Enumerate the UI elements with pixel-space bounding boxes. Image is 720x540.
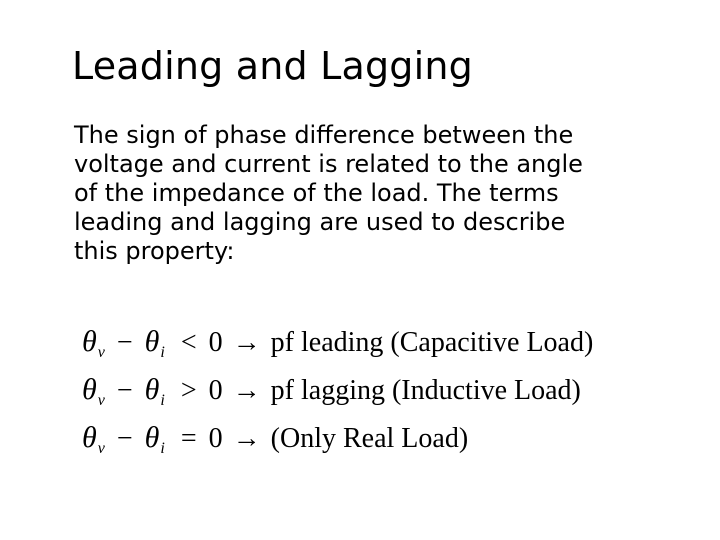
body-line: voltage and current is related to the angle [74,150,583,178]
equation-list [82,325,593,469]
body-line: The sign of phase difference between the [74,121,574,149]
subscript-v: v [97,344,105,361]
zero-value: 0 [208,375,223,406]
subscript-i: i [160,344,165,361]
theta-symbol: θ [144,421,160,454]
equation-description: pf lagging (Inductive Load) [270,375,581,406]
minus-operator: − [116,327,133,358]
theta-symbol: θ [82,421,97,454]
body-paragraph [74,121,674,266]
theta-symbol: θ [144,325,160,358]
equation-description: pf leading (Capacitive Load) [270,327,594,358]
body-line: of the impedance of the load. The terms [74,179,559,207]
right-arrow-icon: → [232,375,261,406]
body-line: leading and lagging are used to describe [74,208,566,236]
subscript-i: i [160,392,165,409]
theta-symbol: θ [82,325,97,358]
minus-operator: − [116,423,133,454]
equation-real [82,421,593,469]
right-arrow-icon: → [232,327,261,358]
zero-value: 0 [208,423,223,454]
subscript-v: v [97,440,105,457]
subscript-v: v [97,392,105,409]
right-arrow-icon: → [232,423,261,454]
relation-operator: < [180,327,197,358]
equation-lagging [82,373,593,421]
equation-description: (Only Real Load) [270,423,469,454]
slide-title: Leading and Lagging [72,44,473,88]
body-line: this property: [74,237,235,265]
theta-symbol: θ [144,373,160,406]
subscript-i: i [160,440,165,457]
theta-symbol: θ [82,373,97,406]
relation-operator: > [180,375,197,406]
equation-leading [82,325,593,373]
minus-operator: − [116,375,133,406]
relation-operator: = [180,423,197,454]
zero-value: 0 [208,327,223,358]
